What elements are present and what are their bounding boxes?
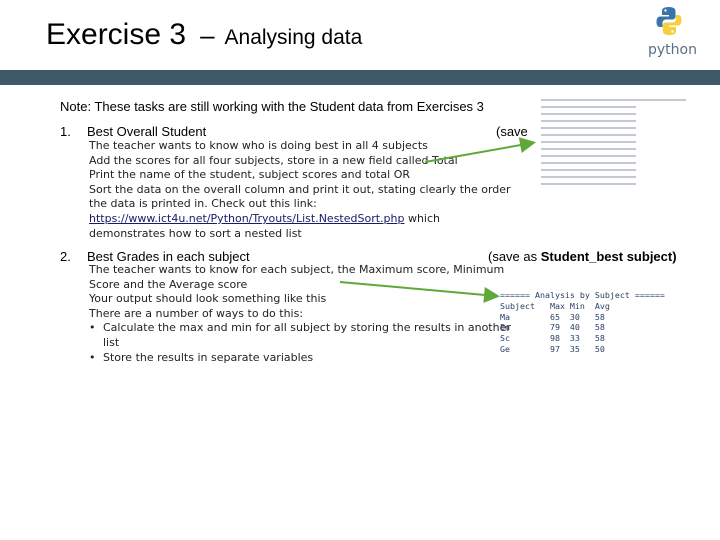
- output-row: Sc 98 33 58: [500, 333, 605, 344]
- output-row: En 79 40 58: [500, 322, 605, 333]
- task-1-number: 1.: [60, 124, 71, 139]
- task-2-number: 2.: [60, 249, 71, 264]
- task-1-heading: Best Overall Student: [87, 124, 207, 139]
- task-2-line: There are a number of ways to do this:: [89, 306, 304, 320]
- title-subtitle: Analysing data: [224, 26, 363, 49]
- task-2-save-prefix: (save as: [488, 249, 541, 264]
- output-row: Ge 97 35 50: [500, 343, 605, 354]
- task-2-line: The teacher wants to know for each subject, the Maximum score, Minimum: [89, 263, 505, 276]
- task-1-line: the data is printed in. Check out this link:: [89, 197, 317, 211]
- output-row: Ma 65 30 58: [500, 311, 605, 322]
- output-columns: Subject Max Min Avg: [500, 300, 610, 311]
- task-2-line: Your output should look something like this: [89, 292, 327, 306]
- title-dash: –: [200, 20, 215, 50]
- bullet-item: • Store the results in separate variables: [89, 351, 511, 366]
- task-1-line: Sort the data on the overall column and print it out, stating clearly the order: [89, 182, 511, 196]
- task-1-line: demonstrates how to sort a nested list: [89, 226, 302, 240]
- task-1-line: The teacher wants to know who is doing best in all 4 subjects: [89, 139, 428, 152]
- task-2-line: Score and the Average score: [89, 277, 248, 291]
- arrow-to-sorted-output: [425, 143, 532, 162]
- link-suffix: which: [404, 211, 441, 225]
- arrow-to-subject-output: [340, 282, 496, 296]
- task-2-heading: Best Grades in each subject: [87, 249, 250, 264]
- python-logo-text: python: [648, 42, 697, 58]
- title-main: Exercise 3: [46, 18, 187, 51]
- task-2-save-filename: Student_best subject): [540, 249, 677, 264]
- bullet-item: • Calculate the max and min for all subject by storing the results in another list: [89, 321, 511, 350]
- task-1-line: Add the scores for all four subjects, store in a new field called Total: [89, 153, 458, 167]
- task-1-line: Print the name of the student, subject scores and total OR: [89, 168, 411, 182]
- task-1-save: (save: [496, 124, 528, 139]
- nested-sort-link[interactable]: https://www.ict4u.net/Python/Tryouts/List.NestedSort.php: [89, 211, 405, 225]
- output-header: ====== Analysis by Subject ======: [500, 290, 665, 300]
- note-text: Note: These tasks are still working with the Student data from Exercises 3: [60, 99, 484, 114]
